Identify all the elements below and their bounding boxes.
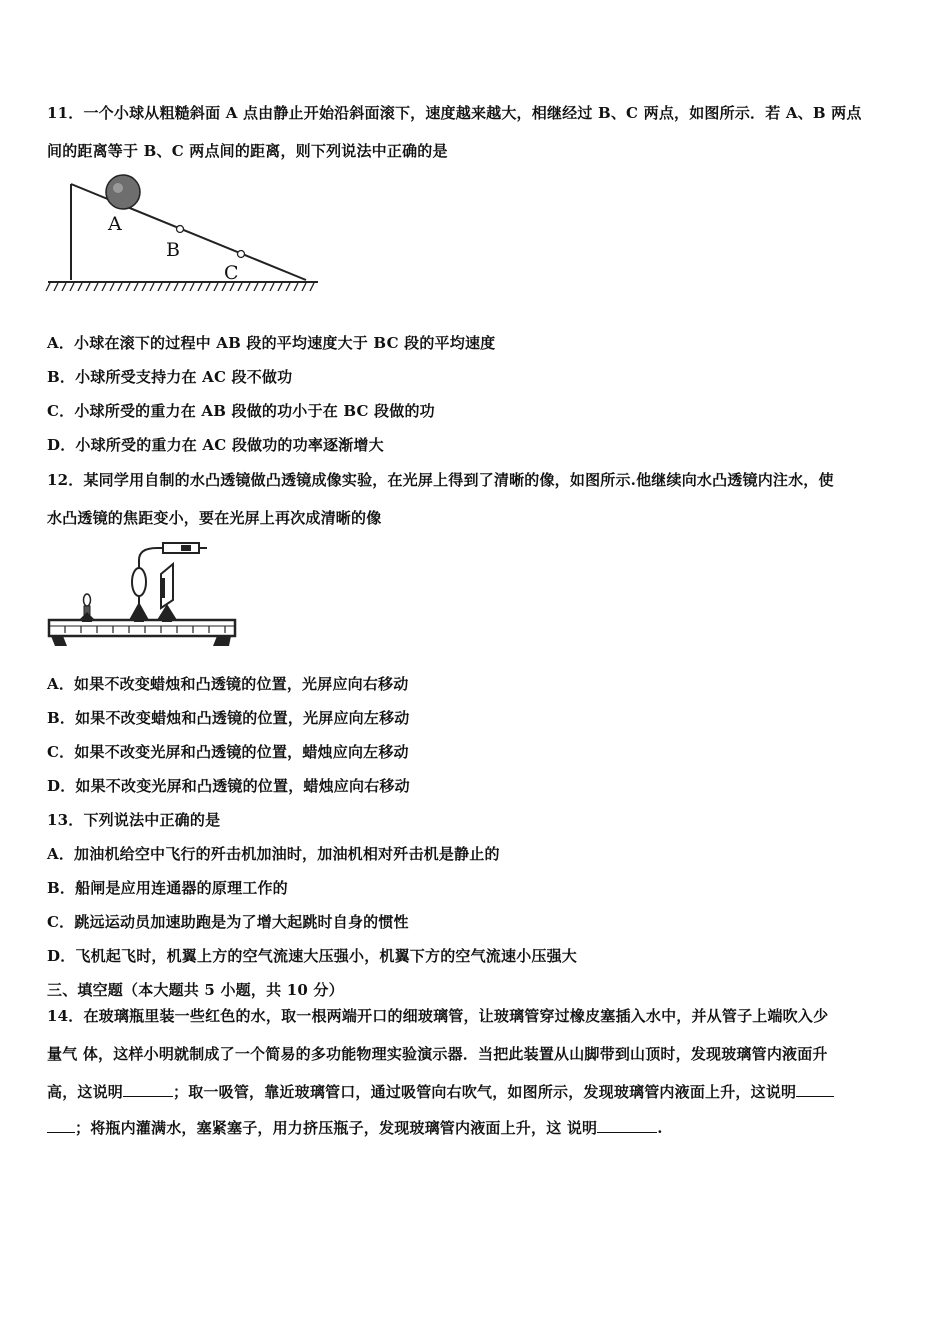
q12-option-b: B．如果不改变蜡烛和凸透镜的位置，光屏应向左移动: [47, 709, 410, 727]
q12-option-a: A．如果不改变蜡烛和凸透镜的位置，光屏应向右移动: [47, 675, 409, 693]
q11-option-c: C．小球所受的重力在 AB 段做的功小于在 BC 段做的功: [47, 402, 435, 420]
q12-stem-line2: 水凸透镜的焦距变小，要在光屏上再次成清晰的像: [47, 509, 382, 527]
q12-option-d: D．如果不改变光屏和凸透镜的位置，蜡烛应向右移动: [47, 777, 410, 795]
q14-line3-text-b: ；取一吸管，靠近玻璃管口，通过吸管向右吹气，如图所示，发现玻璃管内液面上升，这说明: [173, 1083, 797, 1101]
q11-option-a: A．小球在滚下的过程中 AB 段的平均速度大于 BC 段的平均速度: [47, 334, 496, 352]
point-c-marker: [238, 251, 245, 258]
q14-blank-1[interactable]: [123, 1082, 173, 1097]
section-3-title: 三、填空题（本大题共 5 小题，共 10 分）: [47, 981, 344, 999]
label-b: B: [166, 239, 180, 261]
light-screen: [157, 564, 177, 620]
candle: [79, 594, 95, 620]
incline-slope: [71, 184, 306, 280]
q14-line4: [47, 1117, 663, 1138]
q11-option-d: D．小球所受的重力在 AC 段做功的功率逐渐增大: [47, 436, 384, 454]
q13-stem: 13．下列说法中正确的是: [47, 811, 221, 829]
q13-option-b: B．船闸是应用连通器的原理工作的: [47, 879, 288, 897]
q13-option-d: D．飞机起飞时，机翼上方的空气流速大压强小，机翼下方的空气流速小压强大: [47, 947, 578, 965]
q14-line1: 14．在玻璃瓶里装一些红色的水，取一根两端开口的细玻璃管，让玻璃管穿过橡皮塞插入水中，并从管子上端吹入少: [47, 1007, 829, 1025]
ground-hatching: [46, 283, 314, 291]
q11-incline-figure: [44, 170, 324, 300]
q14-line3-text-a: 高，这说明: [47, 1083, 124, 1101]
q13-option-c: C．跳远运动员加速助跑是为了增大起跳时自身的惯性: [47, 913, 409, 931]
bench-legs: [51, 636, 231, 646]
q12-optical-bench-figure: [45, 540, 240, 650]
bench-rail: [49, 620, 235, 636]
label-c: C: [224, 262, 239, 284]
q11-option-b: B．小球所受支持力在 AC 段不做功: [47, 368, 293, 386]
q14-line4-end: .: [657, 1119, 663, 1137]
q14-blank-2-end[interactable]: [47, 1118, 75, 1133]
q13-option-a: A．加油机给空中飞行的歼击机加油时，加油机相对歼击机是静止的: [47, 845, 500, 863]
ball: [106, 175, 140, 209]
q14-line4-text: ；将瓶内灌满水，塞紧塞子，用力挤压瓶子，发现玻璃管内液面上升，这 说明: [75, 1119, 598, 1137]
syringe: [163, 543, 207, 553]
label-a: A: [108, 213, 122, 235]
q14-line3: [47, 1081, 834, 1102]
water-lens: [129, 548, 165, 620]
q12-option-c: C．如果不改变光屏和凸透镜的位置，蜡烛应向左移动: [47, 743, 409, 761]
point-b-marker: [177, 226, 184, 233]
q11-stem-line2: 间的距离等于 B、C 两点间的距离，则下列说法中正确的是: [47, 142, 448, 160]
q11-stem-line1: 11．一个小球从粗糙斜面 A 点由静止开始沿斜面滚下，速度越来越大，相继经过 B、C 两点，如图所示．若 A、B 两点: [47, 104, 862, 122]
q12-stem-line1: 12．某同学用自制的水凸透镜做凸透镜成像实验，在光屏上得到了清晰的像，如图所示.他继续向水凸透镜内注水，使: [47, 471, 834, 489]
q14-blank-3[interactable]: [597, 1118, 657, 1133]
q14-line2: 量气 体，这样小明就制成了一个简易的多功能物理实验演示器．当把此装置从山脚带到山顶时，发现玻璃管内液面升: [47, 1045, 828, 1063]
q14-blank-2-start[interactable]: [796, 1082, 834, 1097]
ball-highlight: [113, 183, 123, 193]
